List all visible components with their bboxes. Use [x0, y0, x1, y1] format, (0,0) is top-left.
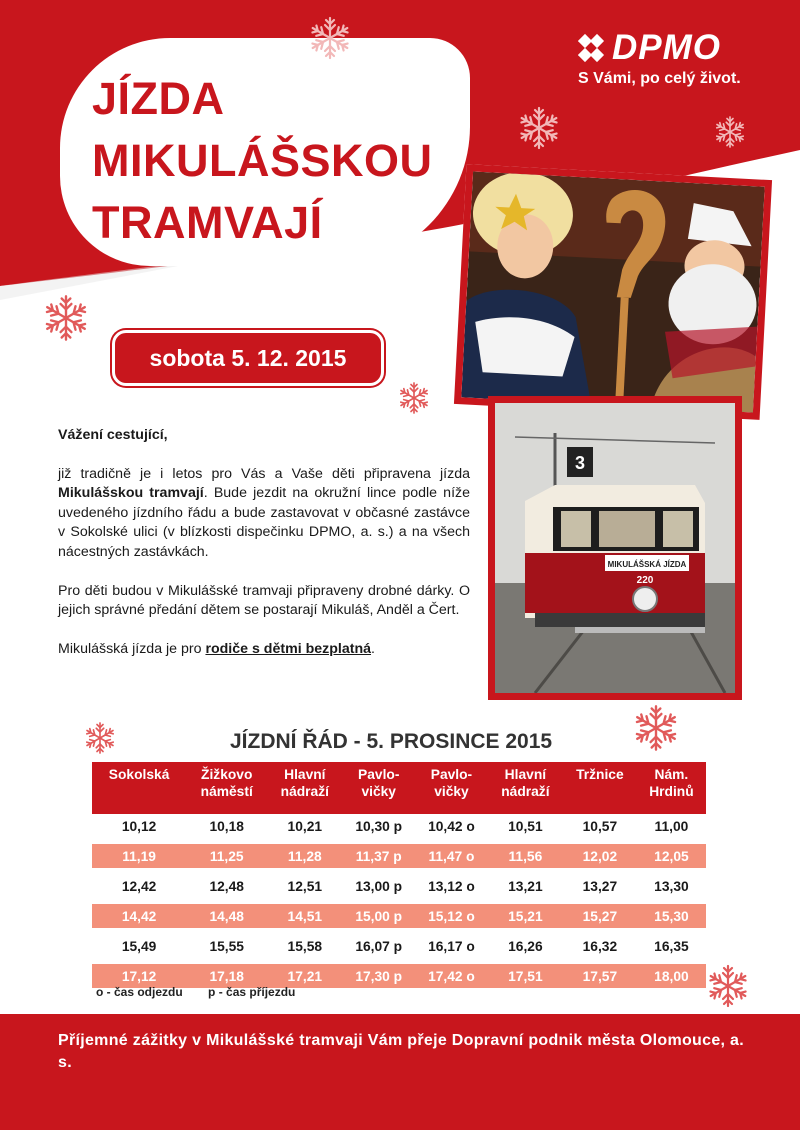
timetable-header-row [92, 762, 706, 814]
title-line-1: JÍZDA [92, 73, 225, 124]
table-cell: 10,18 [209, 818, 244, 834]
col-header-2 [186, 762, 267, 814]
title-line-2: MIKULÁŠSKOU [92, 135, 433, 186]
col-header-7 [563, 762, 637, 814]
table-cell: 13,27 [582, 878, 618, 894]
table-cell: 14,42 [92, 904, 186, 928]
table-cell: 14,48 [186, 904, 267, 928]
snowflake-icon [40, 292, 92, 344]
col-header-7-line-1: Tržnice [576, 767, 624, 782]
table-cell: 10,30 p [355, 818, 403, 834]
snowflake-icon [306, 14, 354, 62]
table-cell: 10,12 [121, 818, 157, 834]
col-header-8 [637, 762, 706, 814]
timetable-body [92, 814, 706, 988]
table-row [92, 934, 706, 958]
table-cell: 16,35 [654, 938, 689, 954]
legend-departure: o - čas odjezdu [96, 985, 183, 999]
table-cell: 10,21 [287, 818, 323, 834]
col-header-8-line-2: Hrdinů [649, 784, 694, 799]
paragraph-2: Pro děti budou v Mikulášské tramvaji připraveny drobné dárky. O jejich správné předání dětem se postarají Mikuláš, Anděl a Čert. [58, 582, 470, 619]
table-cell: 17,18 [186, 964, 267, 988]
table-row [92, 814, 706, 838]
col-header-1 [92, 762, 186, 814]
table-cell: 12,02 [563, 844, 637, 868]
snowflake-icon [630, 702, 682, 754]
snowflake-icon [82, 720, 118, 756]
table-cell: 12,51 [287, 878, 323, 894]
greeting-text: Vážení cestující, [58, 427, 168, 443]
table-cell: 13,00 p [355, 878, 403, 894]
title-line-3: TRAMVAJÍ [92, 197, 323, 248]
p1-highlight: Mikulášskou tramvají [58, 485, 204, 502]
snowflake-icon [712, 114, 748, 150]
table-cell: 12,42 [121, 878, 157, 894]
col-header-5 [415, 762, 488, 814]
table-cell: 17,51 [488, 964, 563, 988]
intro-text [58, 426, 470, 678]
paragraph-3 [58, 640, 470, 660]
p3-part-a: Mikulášská jízda je pro [58, 640, 206, 657]
page-title [92, 68, 433, 254]
table-cell: 16,17 o [428, 938, 475, 954]
table-cell: 11,56 [488, 844, 563, 868]
timetable-table [92, 762, 706, 988]
logo-text: DPMO [612, 28, 721, 67]
col-header-5-line-1: Pavlo- [430, 767, 473, 782]
table-cell: 15,30 [637, 904, 706, 928]
event-date-badge: sobota 5. 12. 2015 [112, 330, 384, 386]
table-cell: 15,12 o [415, 904, 488, 928]
col-header-6-line-1: Hlavní [504, 767, 547, 782]
table-cell: 11,00 [654, 818, 689, 834]
col-header-3-line-1: Hlavní [284, 767, 326, 782]
col-header-6-line-2: nádraží [501, 784, 550, 799]
table-cell: 10,42 o [428, 818, 475, 834]
table-cell: 11,28 [267, 844, 342, 868]
p1-part-a: již tradičně je i letos pro Vás a Vaše děti připravena jízda [58, 465, 470, 482]
col-header-3-line-2: nádraží [280, 784, 329, 799]
tram-route-number: 3 [574, 453, 586, 473]
col-header-5-line-2: vičky [434, 784, 469, 799]
photo-tram [488, 396, 742, 700]
footer-text: Příjemné zážitky v Mikulášské tramvaji Vám přeje Dopravní podnik města Olomouce, a. s. [58, 1032, 744, 1071]
timetable-legend [96, 985, 317, 999]
tram-destination-sign: MIKULÁŠSKÁ JÍZDA [607, 560, 687, 569]
legend-arrival: p - čas příjezdu [208, 985, 296, 999]
p3-part-c: . [371, 640, 375, 657]
table-cell: 15,58 [287, 938, 323, 954]
col-header-4-line-1: Pavlo- [358, 767, 400, 782]
table-cell: 16,26 [508, 938, 543, 954]
table-cell: 16,32 [582, 938, 618, 954]
table-cell: 12,05 [637, 844, 706, 868]
table-cell: 15,27 [563, 904, 637, 928]
greeting [58, 426, 470, 446]
table-cell: 17,30 p [342, 964, 415, 988]
table-cell: 12,48 [209, 878, 244, 894]
p1-part-c: . Bude jezdit na okružní lince podle níže uvedeného jízdního řádu a bude zastavovat v občasné zastávce v Sokolské ulici (v blízkosti dispečinku DPMO, a. s.) a na všech nácestných zastávkách. [58, 485, 471, 560]
snowflake-icon [704, 962, 752, 1010]
table-cell: 11,19 [92, 844, 186, 868]
col-header-4 [342, 762, 415, 814]
col-header-6 [488, 762, 563, 814]
table-cell: 18,00 [637, 964, 706, 988]
table-row [92, 844, 706, 868]
col-header-2-line-2: náměstí [200, 784, 253, 799]
table-cell: 15,21 [488, 904, 563, 928]
table-cell: 10,51 [508, 818, 543, 834]
col-header-4-line-2: vičky [361, 784, 396, 799]
table-cell: 15,49 [121, 938, 157, 954]
table-cell: 13,30 [654, 878, 689, 894]
table-cell: 11,25 [186, 844, 267, 868]
table-cell: 10,57 [582, 818, 618, 834]
table-cell: 15,00 p [342, 904, 415, 928]
table-cell: 17,12 [92, 964, 186, 988]
table-cell: 17,57 [563, 964, 637, 988]
table-cell: 16,07 p [355, 938, 403, 954]
col-header-8-line-1: Nám. [654, 767, 689, 782]
table-cell: 11,37 p [342, 844, 415, 868]
table-cell: 17,42 o [415, 964, 488, 988]
angel-mikulas-illustration [461, 172, 764, 413]
table-cell: 13,21 [508, 878, 543, 894]
timetable-title: JÍZDNÍ ŘÁD - 5. PROSINCE 2015 [230, 730, 553, 753]
tram-illustration [495, 403, 735, 693]
tram-fleet-number: 220 [636, 575, 654, 586]
paragraph-1 [58, 465, 470, 563]
col-header-2-line-1: Žižkovo [201, 767, 253, 782]
snowflake-icon [515, 104, 563, 152]
table-cell: 15,55 [209, 938, 244, 954]
col-header-3 [267, 762, 342, 814]
table-cell: 14,51 [267, 904, 342, 928]
col-header-1-line-1: Sokolská [108, 767, 170, 782]
table-row [92, 874, 706, 898]
slogan: S Vámi, po celý život. [578, 70, 741, 87]
table-cell: 11,47 o [415, 844, 488, 868]
table-row [92, 904, 706, 928]
photo-angel-and-mikulas [454, 164, 772, 420]
table-cell: 13,12 o [428, 878, 475, 894]
p3-highlight: rodiče s dětmi bezplatná [205, 640, 372, 657]
snowflake-icon [396, 380, 432, 416]
table-cell: 17,21 [267, 964, 342, 988]
